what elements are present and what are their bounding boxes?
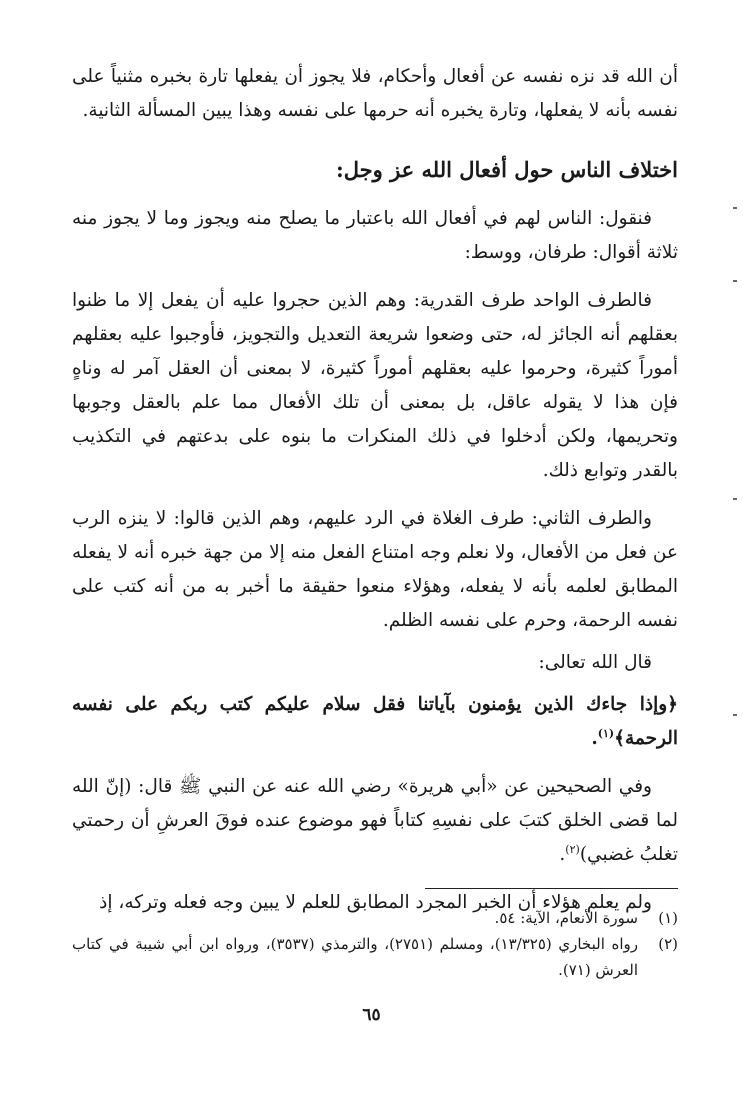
quran-quote-text: ﴿وإذا جاءك الذين يؤمنون بآياتنا فقل سلام عليكم كتب ربكم على نفسه الرحمة﴾: [72, 694, 678, 749]
footnotes: [72, 905, 678, 983]
paragraph-hadith: [72, 770, 678, 872]
paragraph-allah-said: قال الله تعالى:: [538, 652, 652, 673]
paragraph-second-extreme: والطرف الثاني: طرف الغلاة في الرد عليهم، وهم الذين قالوا: لا ينزه الرب عن فعل من الأفعال، ولا نعلم وجه امتناع الفعل منه إلا من جهة خبره أنه لا يفعله المطابق لعلمه بأنه لا يفعله، وهؤلاء منعوا حقيقة ما أخبر به من أنه كتب على نفسه الرحمة، وحرم على نفسه الظلم.: [72, 508, 679, 631]
paragraph-continuation: ولم يعلم هؤلاء أن الخبر المجرد المطابق للعلم لا يبين وجه فعله وتركه، إذ: [99, 892, 652, 913]
footnote-separator: [425, 888, 678, 889]
hadith-period: .: [559, 844, 566, 865]
quote-period: .: [591, 728, 598, 749]
footnote-text: رواه البخاري (١٣/٣٢٥)، ومسلم (٢٧٥١)، والترمذي (٣٥٣٧)، ورواه ابن أبي شيبة في كتاب العرش (٧١).: [72, 935, 638, 979]
paragraph-three-views: فنقول: الناس لهم في أفعال الله باعتبار ما يصلح منه ويجوز وما لا يجوز منه ثلاثة أقوال: طرفان، ووسط:: [72, 208, 678, 263]
scan-mark: [733, 207, 737, 209]
footnote-number: (٢): [658, 935, 678, 953]
footnote-ref-1: (١): [597, 726, 615, 740]
scan-mark: [733, 714, 737, 716]
footnote-number: (١): [658, 909, 678, 927]
scan-mark: [733, 280, 737, 282]
scan-mark: [733, 498, 737, 500]
quran-quote: [72, 688, 678, 756]
page-number: ٦٥: [362, 1005, 381, 1025]
footnote-text: سورة الأنعام، الآية: ٥٤.: [494, 909, 638, 927]
paragraph-intro: أن الله قد نزه نفسه عن أفعال وأحكام، فلا يجوز أن يفعلها تارة بخبره مثنياً على نفسه بأنه لا يفعلها، وتارة يخبره أنه حرمها على نفسه وهذا يبين المسألة الثانية.: [72, 66, 678, 121]
footnote-ref-2: (٢): [565, 842, 580, 856]
footnote-2: [72, 931, 678, 983]
page-body: [72, 60, 678, 920]
footnote-1: [72, 905, 678, 931]
paragraph-qadariyya: فالطرف الواحد طرف القدرية: وهم الذين حجروا عليه أن يفعل إلا ما ظنوا بعقلهم أنه الجائز له، حتى وضعوا شريعة التعديل والتجويز، فأوجبوا عليه بعقلهم أموراً كثيرة، وحرموا عليه بعقلهم أموراً كثيرة، لا بمعنى أن العقل آمر له وناهٍ فإن هذا لا يقوله عاقل، بل بمعنى أن تلك الأفعال مما علم بالعقل وجوبها وتحريمها، ولكن أدخلوا في ذلك المنكرات ما بنوه على بدعتهم في التكذيب بالقدر وتوابع ذلك.: [72, 290, 678, 481]
hadith-text: وفي الصحيحين عن «أبي هريرة» رضي الله عنه عن النبي ﷺ قال: (إنّ الله لما قضى الخلق كتبَ على نفسِهِ كتاباً فهو موضوع عنده فوقَ العرشِ أن رحمتي تغلبُ غضبي): [72, 776, 678, 865]
section-heading: اختلاف الناس حول أفعال الله عز وجل:: [335, 157, 678, 182]
